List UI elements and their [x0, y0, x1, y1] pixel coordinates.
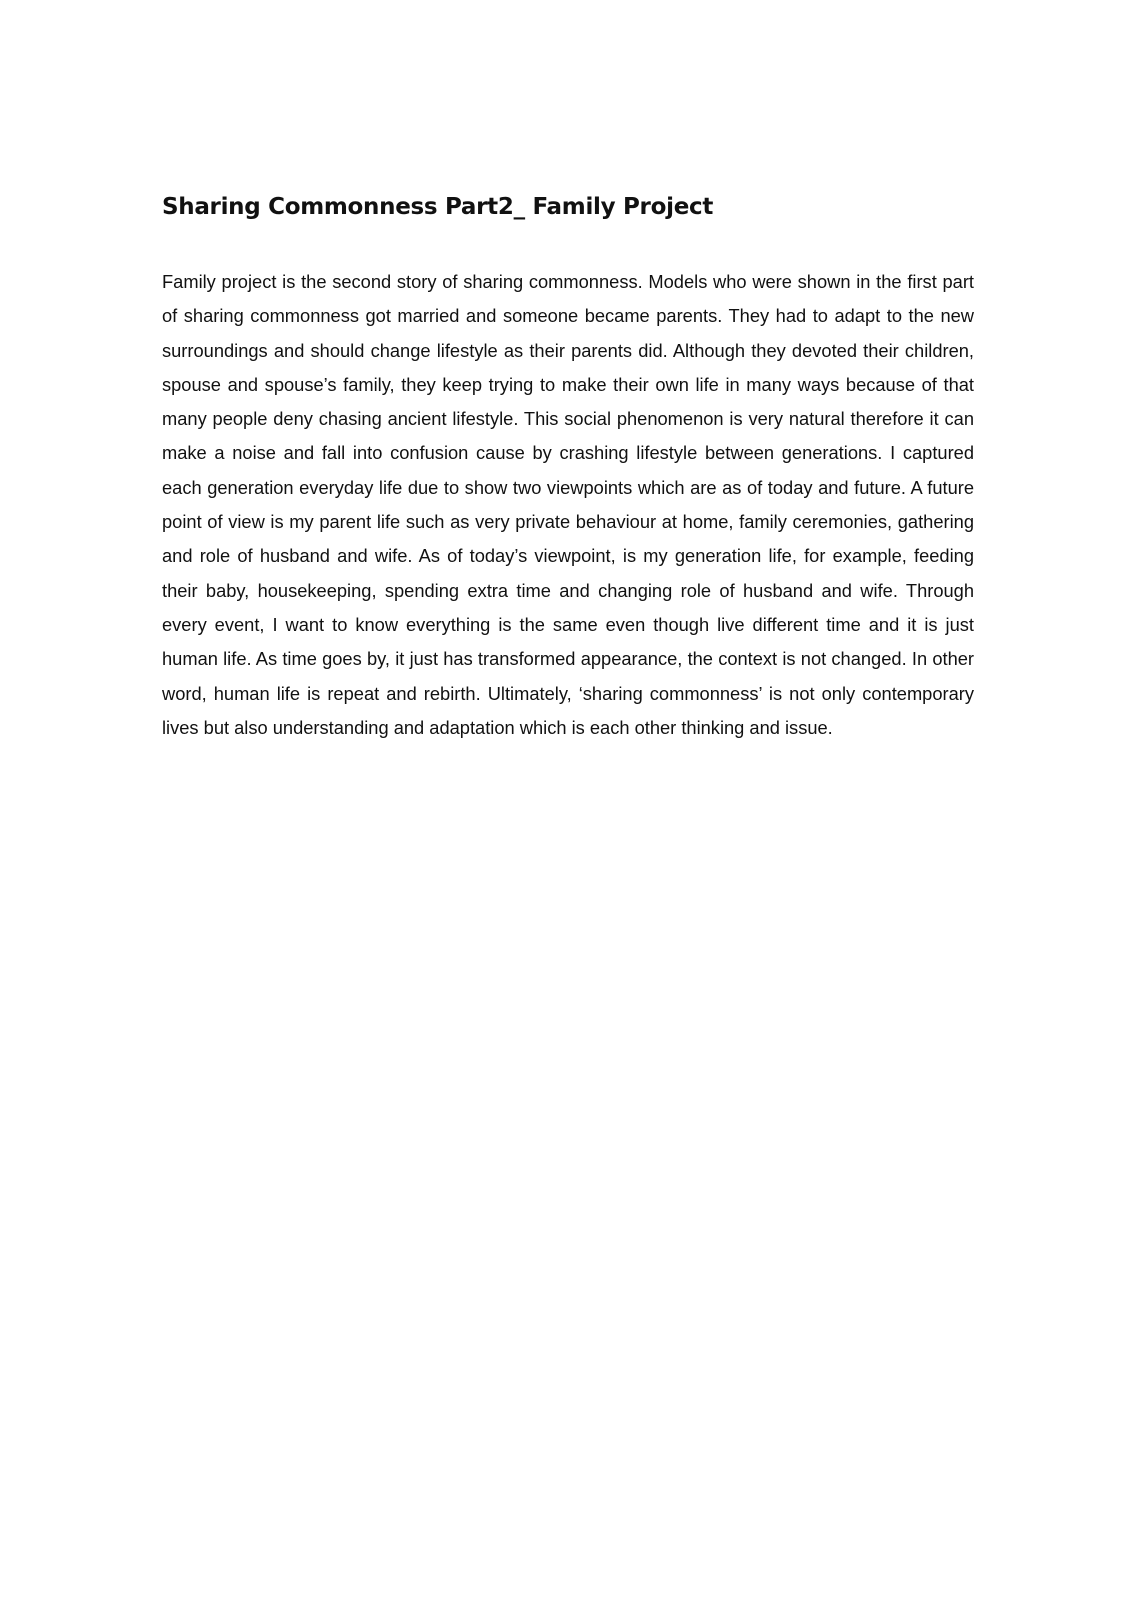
- document-body-paragraph: Family project is the second story of sharing commonness. Models who were shown in the first part of sharing commonness got married and someone became parents. They had to adapt to the new surroundings and should change lifestyle as their parents did. Although they devoted their children, spouse and spouse’s family, they keep trying to make their own life in many ways because of that many people deny chasing ancient lifestyle. This social phenomenon is very natural therefore it can make a noise and fall into confusion cause by crashing lifestyle between generations. I captured each generation everyday life due to show two viewpoints which are as of today and future. A future point of view is my parent life such as very private behaviour at home, family ceremonies, gathering and role of husband and wife. As of today’s viewpoint, is my generation life, for example, feeding their baby, housekeeping, spending extra time and changing role of husband and wife. Through every event, I want to know everything is the same even though live different time and it is just human life. As time goes by, it just has transformed appearance, the context is not changed. In other word, human life is repeat and rebirth. Ultimately, ‘sharing commonness’ is not only contemporary lives but also understanding and adaptation which is each other thinking and issue.: [162, 271, 974, 738]
- document-title: Sharing Commonness Part2_ Family Project: [162, 194, 714, 220]
- document-content: [162, 192, 974, 745]
